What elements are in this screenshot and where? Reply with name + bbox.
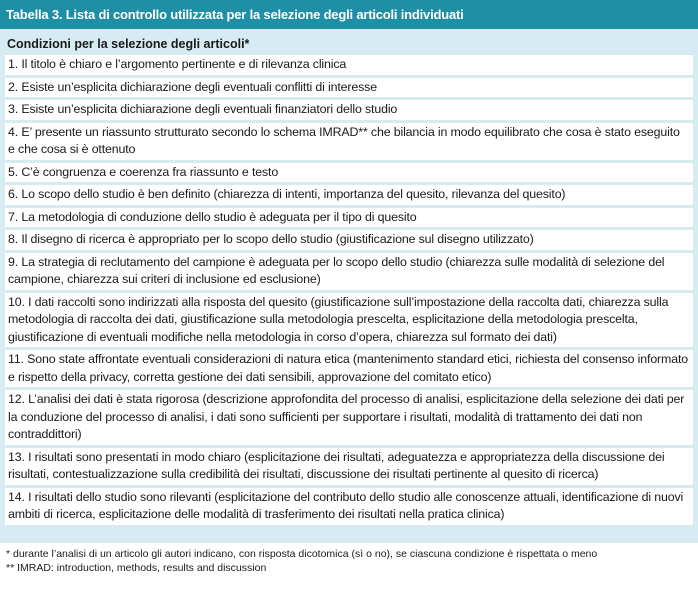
table-row: 8. Il disegno di ricerca è appropriato per lo scopo dello studio (giustificazione sul disegno utilizzato) bbox=[5, 230, 693, 250]
table-row: 1. Il titolo è chiaro e l’argomento pertinente e di rilevanza clinica bbox=[5, 55, 693, 75]
column-header: Condizioni per la selezione degli articoli* bbox=[7, 37, 250, 51]
table-row: 6. Lo scopo dello studio è ben definito (chiarezza di intenti, importanza del quesito, rilevanza del quesito) bbox=[5, 185, 693, 205]
table-row: 13. I risultati sono presentati in modo chiaro (esplicitazione dei risultati, adeguatezza e appropriatezza della discussione dei risultati, contestualizzazione sulla credibilità dei risultati, discussione dei risultati pertinente al quesito di ricerca) bbox=[5, 448, 693, 485]
table-row: 7. La metodologia di conduzione dello studio è adeguata per il tipo di quesito bbox=[5, 208, 693, 228]
table-row: 10. I dati raccolti sono indirizzati alla risposta del quesito (giustificazione sull’impostazione della raccolta dati, chiarezza sulla metodologia di raccolta dei dati, giustificazione sulla metodologia prescelta, esplicitazione della metodologia prescelta, giustificazione di eventuali modifiche nella metodologia in corso d’opera, chiarezza sul formato dei dati) bbox=[5, 293, 693, 348]
table-row: 12. L’analisi dei dati è stata rigorosa (descrizione approfondita del processo di analisi, esplicitazione della selezione dei dati per la conduzione del processo di analisi, i dati sono sufficienti per supportare i risultati, modalità di trattamento dei dati non contraddittori) bbox=[5, 390, 693, 445]
footnote: * durante l’analisi di un articolo gli autori indicano, con risposta dicotomica (sì o no), se ciascuna condizione è rispettata o meno bbox=[6, 548, 598, 560]
footnote: ** IMRAD: introduction, methods, results and discussion bbox=[6, 562, 267, 574]
footnotes bbox=[0, 543, 698, 589]
table-row: 11. Sono state affrontate eventuali considerazioni di natura etica (mantenimento standard etici, richiesta del consenso informato e rispetto della privacy, corretta gestione dei dati sensibili, approvazione del comitato etico) bbox=[5, 350, 693, 387]
table-row: 2. Esiste un’esplicita dichiarazione degli eventuali conflitti di interesse bbox=[5, 78, 693, 98]
table-row: 9. La strategia di reclutamento del campione è adeguata per lo scopo dello studio (chiarezza sulle modalità di selezione del campione, chiarezza sui criteri di inclusione ed esclusione) bbox=[5, 253, 693, 290]
table-row: 14. I risultati dello studio sono rilevanti (esplicitazione del contributo dello studio alle conoscenze attuali, identificazione di nuovi ambiti di ricerca, esplicitazione delle modalità di trasferimento dei risultati nella pratica clinica) bbox=[5, 488, 693, 525]
table-body bbox=[0, 29, 698, 543]
table-row: 3. Esiste un’esplicita dichiarazione degli eventuali finanziatori dello studio bbox=[5, 100, 693, 120]
table-row: 5. C’è congruenza e coerenza fra riassunto e testo bbox=[5, 163, 693, 183]
table-row: 4. E’ presente un riassunto strutturato secondo lo schema IMRAD** che bilancia in modo equilibrato che cosa è stato eseguito e che cosa si è ottenuto bbox=[5, 123, 693, 160]
table-title: Tabella 3. Lista di controllo utilizzata per la selezione degli articoli individuati bbox=[0, 0, 698, 29]
